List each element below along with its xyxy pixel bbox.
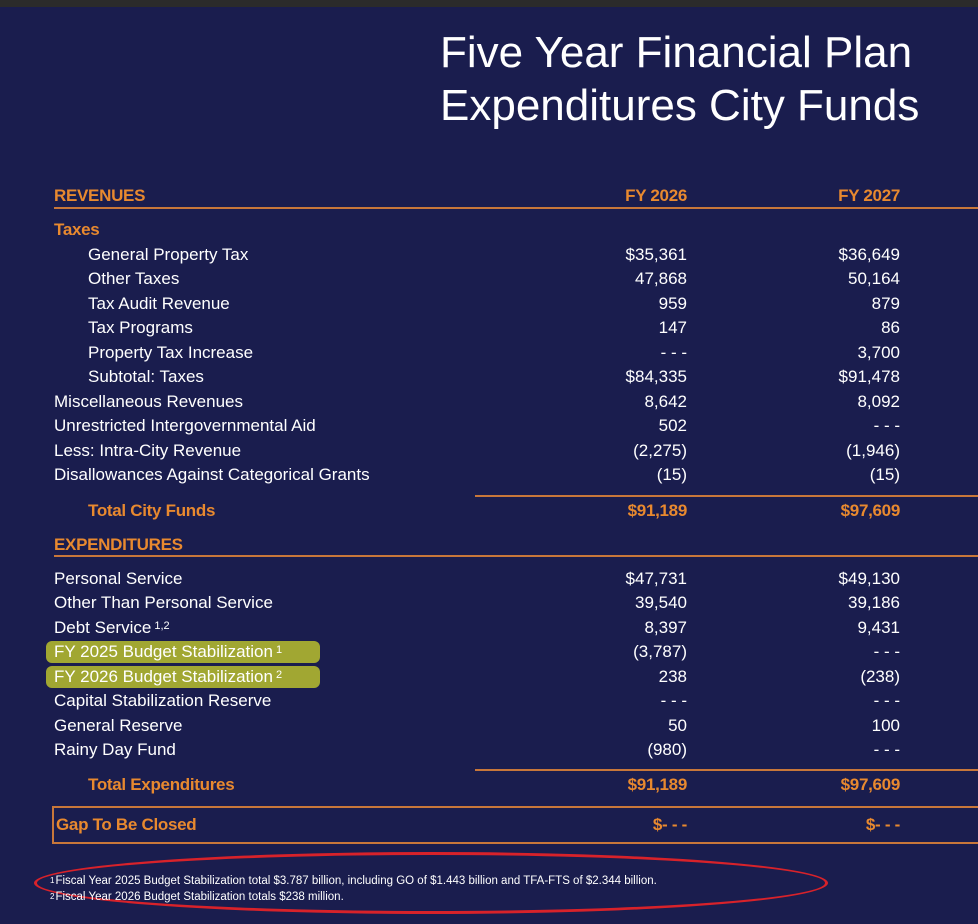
row-fy2026: $47,731 (625, 569, 687, 588)
row-fy2027: $91,478 (838, 367, 900, 386)
row-fy2027: $36,649 (838, 245, 900, 264)
row-fy2027: - - - (873, 740, 900, 759)
gap-label: Gap To Be Closed (56, 815, 197, 834)
row-label: Tax Programs (88, 318, 193, 337)
total-city-funds-label: Total City Funds (88, 501, 216, 520)
row-fy2026: - - - (660, 691, 687, 710)
title-line-2: Expenditures City Funds (440, 81, 920, 130)
row-fy2027: 86 (881, 318, 900, 337)
row-fy2026: 50 (668, 716, 687, 735)
row-fy2027: - - - (873, 416, 900, 435)
fy2027-header: FY 2027 (838, 186, 900, 205)
total-expenditures-fy2027: $97,609 (840, 775, 900, 794)
table-row (0, 243, 978, 267)
row-fy2026: $84,335 (625, 367, 687, 386)
row-fy2026: 8,397 (644, 618, 687, 637)
footnote-1 (50, 873, 657, 889)
footnote-2 (50, 889, 344, 905)
row-label: Miscellaneous Revenues (54, 392, 243, 411)
row-fy2026: (980) (647, 740, 687, 759)
column-header-row (0, 184, 978, 208)
row-label: Other Taxes (88, 269, 180, 288)
total-city-funds-row (0, 499, 978, 523)
table-row (0, 390, 978, 414)
gap-fy2027: $- - - (865, 815, 900, 834)
table-row (0, 439, 978, 463)
table-row (0, 341, 978, 365)
footnote-ref: 2 (275, 669, 283, 681)
row-fy2026: (3,787) (633, 642, 687, 661)
row-fy2027: 3,700 (857, 343, 900, 362)
row-label: General Reserve (54, 716, 183, 735)
total-expenditures-rule (475, 769, 978, 771)
total-expenditures-label: Total Expenditures (88, 775, 235, 794)
row-label: Debt Service (54, 618, 152, 637)
row-label: Property Tax Increase (88, 343, 254, 362)
footnote-ref: 1 (275, 644, 283, 656)
table-row (0, 365, 978, 389)
top-bar (0, 0, 978, 7)
table-row (0, 267, 978, 291)
row-fy2026: 238 (658, 667, 687, 686)
table-row (0, 738, 978, 762)
row-fy2027: 9,431 (857, 618, 900, 637)
expenditures-rule (54, 555, 978, 557)
row-fy2026: - - - (660, 343, 687, 362)
page-title (440, 26, 978, 132)
row-label: Capital Stabilization Reserve (54, 691, 272, 710)
row-label: General Property Tax (88, 245, 249, 264)
row-label: Less: Intra-City Revenue (54, 441, 242, 460)
row-fy2026: $35,361 (625, 245, 687, 264)
footnote-mark: 1 (50, 876, 55, 885)
row-fy2027: (15) (869, 465, 900, 484)
fy2026-header: FY 2026 (625, 186, 687, 205)
row-fy2026: 959 (658, 294, 687, 313)
row-label: Unrestricted Intergovernmental Aid (54, 416, 316, 435)
total-city-funds-fy2026: $91,189 (627, 501, 687, 520)
gap-row (0, 813, 978, 837)
taxes-header: Taxes (54, 220, 100, 239)
header-rule (54, 207, 978, 209)
row-fy2027: - - - (873, 691, 900, 710)
footnote-text: Fiscal Year 2026 Budget Stabilization totals $238 million. (55, 891, 344, 903)
gap-fy2026: $- - - (652, 815, 687, 834)
row-fy2026: (2,275) (633, 441, 687, 460)
table-row (0, 714, 978, 738)
row-fy2027: (1,946) (846, 441, 900, 460)
row-fy2027: (238) (860, 667, 900, 686)
table-row (0, 640, 978, 664)
row-label: FY 2025 Budget Stabilization (54, 642, 273, 661)
total-rule (475, 495, 978, 497)
row-fy2027: 50,164 (848, 269, 900, 288)
expenditures-header: EXPENDITURES (54, 535, 183, 554)
title-line-1: Five Year Financial Plan (440, 28, 913, 77)
revenues-header: REVENUES (54, 186, 146, 205)
row-fy2026: 47,868 (635, 269, 687, 288)
footnote-text: Fiscal Year 2025 Budget Stabilization total $3.787 billion, including GO of $1.443 billion and TFA-FTS of $2.344 billion. (55, 875, 657, 887)
table-row (0, 616, 978, 640)
row-fy2026: 39,540 (635, 593, 687, 612)
row-label: Tax Audit Revenue (88, 294, 230, 313)
total-expenditures-fy2026: $91,189 (627, 775, 687, 794)
table-row (0, 567, 978, 591)
table-row (0, 665, 978, 689)
row-fy2027: 100 (871, 716, 900, 735)
row-label: Disallowances Against Categorical Grants (54, 465, 370, 484)
row-fy2027: - - - (873, 642, 900, 661)
row-fy2027: 39,186 (848, 593, 900, 612)
table-row (0, 414, 978, 438)
total-expenditures-row (0, 773, 978, 797)
total-city-funds-fy2027: $97,609 (840, 501, 900, 520)
row-fy2026: 8,642 (644, 392, 687, 411)
row-fy2027: 8,092 (857, 392, 900, 411)
row-fy2027: 879 (871, 294, 900, 313)
expenditures-header-row (0, 533, 978, 557)
footnote-ref: 1,2 (154, 620, 170, 632)
table-row (0, 292, 978, 316)
table-row (0, 689, 978, 713)
table-row (0, 591, 978, 615)
taxes-header-row (0, 218, 978, 242)
table-row (0, 316, 978, 340)
row-fy2026: (15) (656, 465, 687, 484)
row-fy2026: 147 (658, 318, 687, 337)
row-label: Rainy Day Fund (54, 740, 176, 759)
row-label: FY 2026 Budget Stabilization (54, 667, 273, 686)
row-label: Personal Service (54, 569, 183, 588)
footnote-mark: 2 (50, 892, 55, 901)
row-fy2026: 502 (658, 416, 687, 435)
row-fy2027: $49,130 (838, 569, 900, 588)
table-row (0, 463, 978, 487)
row-label: Subtotal: Taxes (88, 367, 204, 386)
row-label: Other Than Personal Service (54, 593, 273, 612)
